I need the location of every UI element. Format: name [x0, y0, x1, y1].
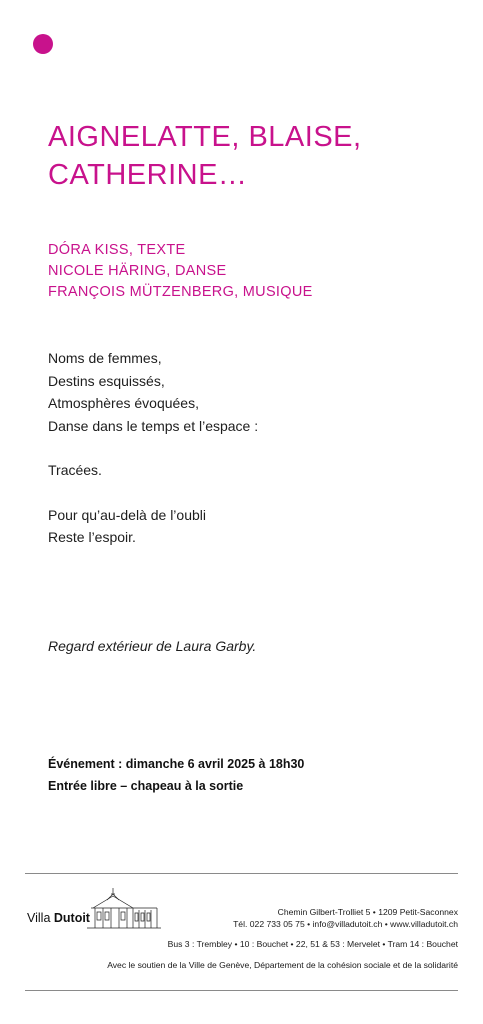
- event-entry: Entrée libre – chapeau à la sortie: [48, 779, 244, 793]
- stanza-gap: [48, 437, 448, 459]
- poem-line: Destins esquissés,: [48, 372, 165, 389]
- logo-wordmark: [27, 911, 90, 925]
- credit-text: DÓRA KISS, TEXTE: [48, 242, 186, 258]
- credit-music: FRANÇOIS MÜTZENBERG, MUSIQUE: [48, 284, 313, 300]
- contact-line: Tél. 022 733 05 75 • info@villadutoit.ch • www.villadutoit.ch: [233, 919, 458, 929]
- footer-divider-bottom: [25, 990, 458, 991]
- title-line-2: CATHERINE…: [48, 159, 248, 191]
- title-line-1: AIGNELATTE, BLAISE,: [48, 121, 362, 153]
- credit-dance: NICOLE HÄRING, DANSE: [48, 263, 227, 279]
- poem-line: Pour qu’au-delà de l’oubli: [48, 506, 206, 523]
- poem-line: Danse dans le temps et l’espace :: [48, 417, 259, 434]
- stanza-gap: [48, 482, 448, 504]
- logo-word-villa: Villa: [27, 911, 54, 925]
- poem: [48, 347, 448, 549]
- regard-credit: Regard extérieur de Laura Garby.: [48, 638, 257, 654]
- footer-divider-top: [25, 873, 458, 874]
- event-date: Événement : dimanche 6 avril 2025 à 18h30: [48, 757, 305, 771]
- support-line: Avec le soutien de la Ville de Genève, Département de la cohésion sociale et de la solidarité: [107, 960, 458, 970]
- poem-line: Atmosphères évoquées,: [48, 395, 199, 411]
- transport-info: Bus 3 : Trembley • 10 : Bouchet • 22, 51 & 53 : Mervelet • Tram 14 : Bouchet: [167, 939, 458, 949]
- poem-line: Reste l’espoir.: [48, 529, 136, 545]
- event-title: [48, 118, 448, 194]
- poem-line: Tracées.: [48, 462, 102, 478]
- accent-dot: [33, 34, 53, 54]
- event-info: [48, 753, 468, 797]
- address: Chemin Gilbert-Trolliet 5 • 1209 Petit-Saconnex: [277, 907, 458, 917]
- logo-word-dutoit: Dutoit: [53, 911, 90, 925]
- poem-line: Noms de femmes,: [48, 350, 162, 366]
- credits: [48, 240, 448, 303]
- contact-info: [98, 906, 458, 930]
